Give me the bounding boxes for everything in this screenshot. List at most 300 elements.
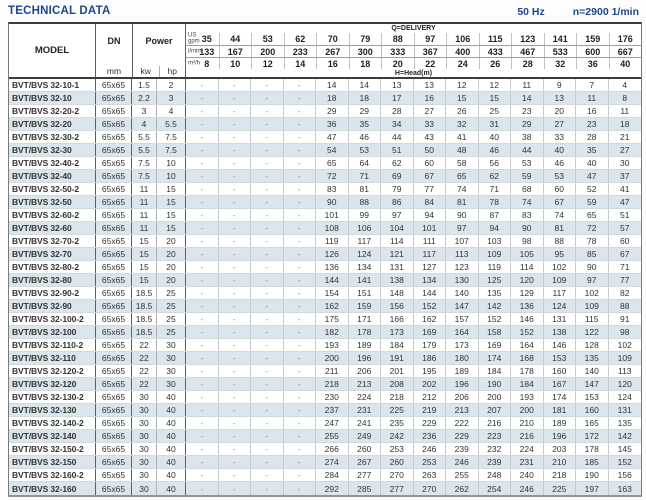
kw-cell: 22 <box>132 339 157 351</box>
flow-value: 533 <box>552 46 568 57</box>
dn-cell: 65x65 <box>96 105 132 117</box>
head-value-cell: - <box>186 196 219 208</box>
head-value-cell: - <box>219 222 252 234</box>
head-value-cell: 292 <box>316 482 349 495</box>
head-value-cell: 122 <box>576 326 609 338</box>
head-value-cell: 196 <box>349 352 382 364</box>
head-value-cell: 166 <box>381 313 414 325</box>
head-value-cell: 165 <box>576 417 609 429</box>
head-value-cell: - <box>186 313 219 325</box>
head-value-cell: 131 <box>617 405 632 415</box>
hp-cell: 15 <box>157 196 186 208</box>
kw-cell: 18.5 <box>132 300 157 312</box>
head-value-cell: - <box>284 313 317 325</box>
hp-cell: 30 <box>157 365 186 377</box>
head-value-cell: - <box>219 118 252 130</box>
head-value-cell: - <box>251 222 284 234</box>
head-value-cell: 193 <box>316 339 349 351</box>
head-value-cell: - <box>186 79 219 91</box>
flow-value: 133 <box>199 46 215 57</box>
kw-cell: 30 <box>132 482 157 495</box>
head-value-cell: 190 <box>576 469 609 481</box>
head-value-cell: 173 <box>381 326 414 338</box>
flow-value: 12 <box>262 58 273 69</box>
head-value-cell: 169 <box>479 339 512 351</box>
head-value-cell: 65 <box>316 157 349 169</box>
head-value-cell: 88 <box>544 235 577 247</box>
head-value-cell: - <box>251 469 284 481</box>
kw-cell: 15 <box>132 248 157 260</box>
table-row <box>9 482 641 495</box>
head-value-cell: 124 <box>544 300 577 312</box>
head-value-cell: 189 <box>446 365 479 377</box>
model-cell: BVT/BVS 32-30 <box>9 144 96 156</box>
head-value-cell: 202 <box>414 378 447 390</box>
head-value-cell: 17 <box>381 92 414 104</box>
operating-conditions <box>517 6 639 18</box>
head-value-cell: - <box>219 443 252 455</box>
head-value-cell: 178 <box>511 365 544 377</box>
head-value-cell: - <box>219 105 252 117</box>
head-value-cell: 65 <box>576 209 609 221</box>
hp-cell: 3 <box>157 92 186 104</box>
head-value-cell: 185 <box>576 456 609 468</box>
head-value-cell: 13 <box>544 92 577 104</box>
head-value-cell: 212 <box>414 391 447 403</box>
kw-unit-label: kw <box>140 66 151 76</box>
head-value-cell: 160 <box>544 365 577 377</box>
head-value-cell: 36 <box>316 118 349 130</box>
head-value-cell: - <box>284 339 317 351</box>
model-cell: BVT/BVS 32-80 <box>9 274 96 286</box>
flow-value-cell <box>251 58 284 69</box>
head-value-cell: - <box>186 131 219 143</box>
head-value-cell: - <box>251 248 284 260</box>
dn-cell: 65x65 <box>96 92 132 104</box>
head-value-cell: - <box>251 209 284 221</box>
head-value-cell: 216 <box>511 430 544 442</box>
head-value-cell: 151 <box>349 287 382 299</box>
head-value-cell: 4 <box>622 80 628 90</box>
head-value-cell: 239 <box>479 456 512 468</box>
kw-cell: 18.5 <box>132 326 157 338</box>
hp-cell: 40 <box>157 482 186 495</box>
head-value-cell: 56 <box>479 157 512 169</box>
head-value-cell: 65 <box>446 170 479 182</box>
model-cell: BVT/BVS 32-50 <box>9 196 96 208</box>
head-value-cell: 52 <box>576 183 609 195</box>
kw-cell: 11 <box>132 196 157 208</box>
dn-cell: 65x65 <box>96 469 132 481</box>
model-cell: BVT/BVS 32-150-2 <box>9 443 96 455</box>
head-value-cell: - <box>186 378 219 390</box>
head-value-cell: 38 <box>511 131 544 143</box>
head-value-cell: - <box>284 274 317 286</box>
head-value-cell: 135 <box>479 287 512 299</box>
model-cell: BVT/BVS 32-40 <box>9 170 96 182</box>
flow-value-cell <box>609 58 642 69</box>
flow-value-cell <box>316 33 349 45</box>
head-value-cell: 50 <box>414 144 447 156</box>
head-value-cell: 26 <box>446 105 479 117</box>
kw-cell: 7.5 <box>132 157 157 169</box>
head-value-cell: - <box>219 430 252 442</box>
dn-cell: 65x65 <box>96 261 132 273</box>
flow-value: 8 <box>204 58 210 69</box>
flow-value: 667 <box>617 46 633 57</box>
head-value-cell: 179 <box>414 339 447 351</box>
head-value-cell: - <box>284 482 317 495</box>
head-value-cell: 69 <box>381 170 414 182</box>
model-cell: BVT/BVS 32-120 <box>9 378 96 390</box>
flow-value-cell <box>414 58 447 69</box>
flow-value-cell <box>544 46 577 57</box>
head-value-cell: 240 <box>511 469 544 481</box>
head-value-cell: - <box>284 378 317 390</box>
head-value-cell: - <box>219 235 252 247</box>
head-value-cell: 114 <box>381 235 414 247</box>
head-value-cell: - <box>219 404 252 416</box>
head-value-cell: 67 <box>414 170 447 182</box>
head-value-cell: 77 <box>414 183 447 195</box>
hp-cell: 25 <box>157 287 186 299</box>
power-unit-labels <box>133 62 185 77</box>
head-value-cell: 124 <box>617 392 632 402</box>
head-value-cell: 154 <box>316 287 349 299</box>
head-value-cell: - <box>251 326 284 338</box>
dn-column-header <box>96 24 132 77</box>
model-cell: BVT/BVS 32-60-2 <box>9 209 96 221</box>
head-value-cell: - <box>251 287 284 299</box>
head-value-cell: 172 <box>576 430 609 442</box>
head-value-cell: 162 <box>316 300 349 312</box>
head-value-cell: 43 <box>414 131 447 143</box>
head-value-cell: - <box>284 287 317 299</box>
dn-cell: 65x65 <box>96 287 132 299</box>
head-value-cell: 189 <box>544 417 577 429</box>
flow-value-cell <box>609 33 642 45</box>
head-value-cell: - <box>219 131 252 143</box>
hp-cell: 30 <box>157 378 186 390</box>
flow-value: 123 <box>520 34 536 44</box>
flow-value-cell <box>414 33 447 45</box>
table-row <box>9 144 641 157</box>
kw-cell: 4 <box>132 118 157 130</box>
head-value-cell: 219 <box>414 404 447 416</box>
hp-cell: 15 <box>157 183 186 195</box>
head-value-cell: - <box>186 105 219 117</box>
head-value-cell: 48 <box>446 144 479 156</box>
head-value-cell: - <box>186 222 219 234</box>
head-value-cell: 218 <box>544 469 577 481</box>
head-value-cell: 229 <box>446 430 479 442</box>
head-value-cell: - <box>219 391 252 403</box>
head-value-cell: 71 <box>479 183 512 195</box>
head-value-cell: - <box>186 118 219 130</box>
head-value-cell: - <box>219 183 252 195</box>
head-value-cell: 57 <box>620 223 630 233</box>
head-value-cell: 81 <box>349 183 382 195</box>
head-value-cell: 152 <box>617 457 632 467</box>
flow-value-cell <box>544 58 577 69</box>
flow-value: 14 <box>295 58 306 69</box>
head-value-cell: 23 <box>576 118 609 130</box>
head-value-cell: 40 <box>576 157 609 169</box>
table-row <box>9 339 641 352</box>
head-value-cell: 109 <box>576 300 609 312</box>
flow-value: 16 <box>327 58 338 69</box>
hp-cell: 25 <box>157 313 186 325</box>
dn-cell: 65x65 <box>96 118 132 130</box>
dn-cell: 65x65 <box>96 183 132 195</box>
flow-value: 367 <box>422 46 438 57</box>
flow-value: 433 <box>487 46 503 57</box>
head-value-cell: 18 <box>316 92 349 104</box>
flow-unit-label: l/min <box>188 47 201 54</box>
head-value-cell: - <box>251 196 284 208</box>
flow-value: 300 <box>357 46 373 57</box>
flow-value-cell <box>284 58 317 69</box>
table-row <box>9 456 641 469</box>
head-value-cell: 152 <box>479 313 512 325</box>
head-value-cell: 201 <box>381 365 414 377</box>
head-value-cell: 144 <box>316 274 349 286</box>
model-cell: BVT/BVS 32-70 <box>9 248 96 260</box>
head-value-cell: - <box>219 209 252 221</box>
head-value-cell: - <box>251 170 284 182</box>
model-column-header: MODEL <box>9 24 96 77</box>
head-value-cell: 193 <box>511 391 544 403</box>
head-value-cell: 59 <box>511 170 544 182</box>
head-value-cell: 231 <box>349 404 382 416</box>
head-value-cell: - <box>186 365 219 377</box>
head-value-cell: 184 <box>381 339 414 351</box>
head-value-cell: 156 <box>381 300 414 312</box>
head-value-cell: 186 <box>414 352 447 364</box>
table-header <box>9 24 641 79</box>
head-value-cell: 123 <box>446 261 479 273</box>
dn-cell: 65x65 <box>96 144 132 156</box>
dn-cell: 65x65 <box>96 300 132 312</box>
head-value-cell: 270 <box>414 482 447 495</box>
head-value-cell: 62 <box>381 157 414 169</box>
flow-value-cell <box>511 33 544 45</box>
head-value-cell: 68 <box>511 183 544 195</box>
head-value-cell: 178 <box>349 326 382 338</box>
head-value-cell: 58 <box>446 157 479 169</box>
head-value-cell: 285 <box>349 482 382 495</box>
table-row <box>9 79 641 92</box>
head-value-cell: 117 <box>349 235 382 247</box>
head-value-cell: 94 <box>414 209 447 221</box>
flow-value-cell <box>479 33 512 45</box>
head-value-cell: 82 <box>620 288 630 298</box>
flow-value: 28 <box>522 58 533 69</box>
head-value-cell: 40 <box>479 131 512 143</box>
head-value-cell: 105 <box>511 248 544 260</box>
flow-value-cell <box>349 58 382 69</box>
head-value-cell: - <box>219 261 252 273</box>
hp-cell: 10 <box>157 170 186 182</box>
head-value-cell: - <box>186 443 219 455</box>
head-value-cell: 246 <box>414 443 447 455</box>
kw-cell: 11 <box>132 222 157 234</box>
head-value-cell: 47 <box>316 131 349 143</box>
head-value-cell: 168 <box>511 352 544 364</box>
head-value-cell: 232 <box>479 443 512 455</box>
head-value-cell: 18 <box>620 119 630 129</box>
table-row <box>9 196 641 209</box>
head-value-cell: 134 <box>349 261 382 273</box>
head-value-cell: 81 <box>544 222 577 234</box>
flow-value: 44 <box>230 34 241 44</box>
flow-value: 115 <box>487 34 503 44</box>
flow-value: 26 <box>490 58 501 69</box>
head-value-cell: 162 <box>414 313 447 325</box>
head-value-cell: 106 <box>349 222 382 234</box>
head-value-cell: 131 <box>544 313 577 325</box>
head-value-cell: - <box>186 456 219 468</box>
head-value-cell: - <box>284 131 317 143</box>
head-value-cell: - <box>284 105 317 117</box>
head-value-cell: 90 <box>511 222 544 234</box>
flow-value-cell <box>446 46 479 57</box>
head-value-cell: - <box>219 352 252 364</box>
head-value-cell: - <box>251 157 284 169</box>
head-value-cell: 97 <box>381 209 414 221</box>
head-value-cell: 97 <box>446 222 479 234</box>
dn-cell: 65x65 <box>96 391 132 403</box>
head-value-cell: 218 <box>381 391 414 403</box>
flow-value: 467 <box>520 46 536 57</box>
head-value-cell: 160 <box>576 404 609 416</box>
head-value-cell: 115 <box>576 313 609 325</box>
head-value-cell: - <box>284 300 317 312</box>
head-value-cell: 67 <box>620 249 630 259</box>
flow-value: 20 <box>392 58 403 69</box>
flow-value-cell <box>284 46 317 57</box>
head-value-cell: - <box>284 248 317 260</box>
flow-value-cell <box>251 46 284 57</box>
flow-value-cell <box>349 46 382 57</box>
head-value-cell: 119 <box>316 235 349 247</box>
hp-cell: 40 <box>157 469 186 481</box>
head-value-cell: 29 <box>316 105 349 117</box>
head-value-cell: 222 <box>446 417 479 429</box>
head-value-cell: 102 <box>617 340 632 350</box>
head-value-cell: 130 <box>446 274 479 286</box>
dn-cell: 65x65 <box>96 482 132 495</box>
hp-cell: 15 <box>157 209 186 221</box>
head-value-cell: 140 <box>576 365 609 377</box>
head-value-cell: 21 <box>620 132 630 142</box>
hp-cell: 40 <box>157 417 186 429</box>
head-value-cell: 210 <box>544 456 577 468</box>
head-value-cell: - <box>186 287 219 299</box>
head-value-cell: 127 <box>414 261 447 273</box>
kw-cell: 30 <box>132 456 157 468</box>
head-value-cell: - <box>219 469 252 481</box>
head-value-cell: 95 <box>544 248 577 260</box>
hp-cell: 30 <box>157 339 186 351</box>
head-value-cell: 8 <box>622 93 628 103</box>
head-value-cell: 85 <box>576 248 609 260</box>
head-value-cell: 248 <box>479 469 512 481</box>
model-cell: BVT/BVS 32-160-2 <box>9 469 96 481</box>
head-value-cell: 97 <box>576 274 609 286</box>
head-value-cell: 88 <box>620 301 630 311</box>
flow-value: 333 <box>390 46 406 57</box>
head-value-cell: 224 <box>349 391 382 403</box>
head-value-cell: 27 <box>414 105 447 117</box>
power-column-header <box>132 24 186 77</box>
head-value-cell: - <box>219 313 252 325</box>
head-value-cell: 262 <box>446 482 479 495</box>
head-value-cell: 113 <box>617 366 632 376</box>
hp-cell: 2 <box>157 79 186 91</box>
head-value-cell: - <box>186 417 219 429</box>
head-value-cell: - <box>219 417 252 429</box>
head-value-cell: 102 <box>576 287 609 299</box>
head-value-cell: 14 <box>349 79 382 91</box>
head-value-cell: 78 <box>576 235 609 247</box>
table-row <box>9 391 641 404</box>
head-value-cell: 200 <box>479 391 512 403</box>
head-value-cell: - <box>219 79 252 91</box>
head-value-cell: 40 <box>544 144 577 156</box>
head-value-cell: - <box>186 274 219 286</box>
head-value-cell: 156 <box>617 470 632 480</box>
head-value-cell: - <box>251 391 284 403</box>
head-value-cell: 237 <box>316 404 349 416</box>
head-value-cell: 11 <box>576 92 609 104</box>
head-value-cell: 182 <box>316 326 349 338</box>
head-value-cell: 25 <box>479 105 512 117</box>
flow-value: 35 <box>201 34 212 44</box>
head-value-cell: 101 <box>316 209 349 221</box>
head-value-cell: 117 <box>414 248 447 260</box>
head-value-cell: 83 <box>511 209 544 221</box>
kw-cell: 11 <box>132 183 157 195</box>
flow-value-cell <box>511 46 544 57</box>
dn-cell: 65x65 <box>96 456 132 468</box>
table-row <box>9 131 641 144</box>
table-row <box>9 105 641 118</box>
head-value-cell: 23 <box>511 105 544 117</box>
head-value-cell: - <box>219 248 252 260</box>
head-value-cell: 189 <box>349 339 382 351</box>
head-value-cell: - <box>284 404 317 416</box>
table-row <box>9 261 641 274</box>
flow-value-cell <box>251 33 284 45</box>
table-row <box>9 222 641 235</box>
flow-value: 106 <box>455 34 471 44</box>
head-value-cell: - <box>186 339 219 351</box>
head-value-cell: 33 <box>544 131 577 143</box>
kw-cell: 2.2 <box>132 92 157 104</box>
head-value-cell: - <box>186 430 219 442</box>
head-value-cell: 175 <box>316 313 349 325</box>
model-cell: BVT/BVS 32-140-2 <box>9 417 96 429</box>
head-value-cell: - <box>219 326 252 338</box>
flow-value-cell <box>284 33 317 45</box>
table-row <box>9 469 641 482</box>
head-value-cell: 78 <box>479 196 512 208</box>
head-value-cell: 90 <box>576 261 609 273</box>
head-value-cell: 141 <box>349 274 382 286</box>
dn-cell: 65x65 <box>96 222 132 234</box>
head-value-cell: - <box>251 183 284 195</box>
